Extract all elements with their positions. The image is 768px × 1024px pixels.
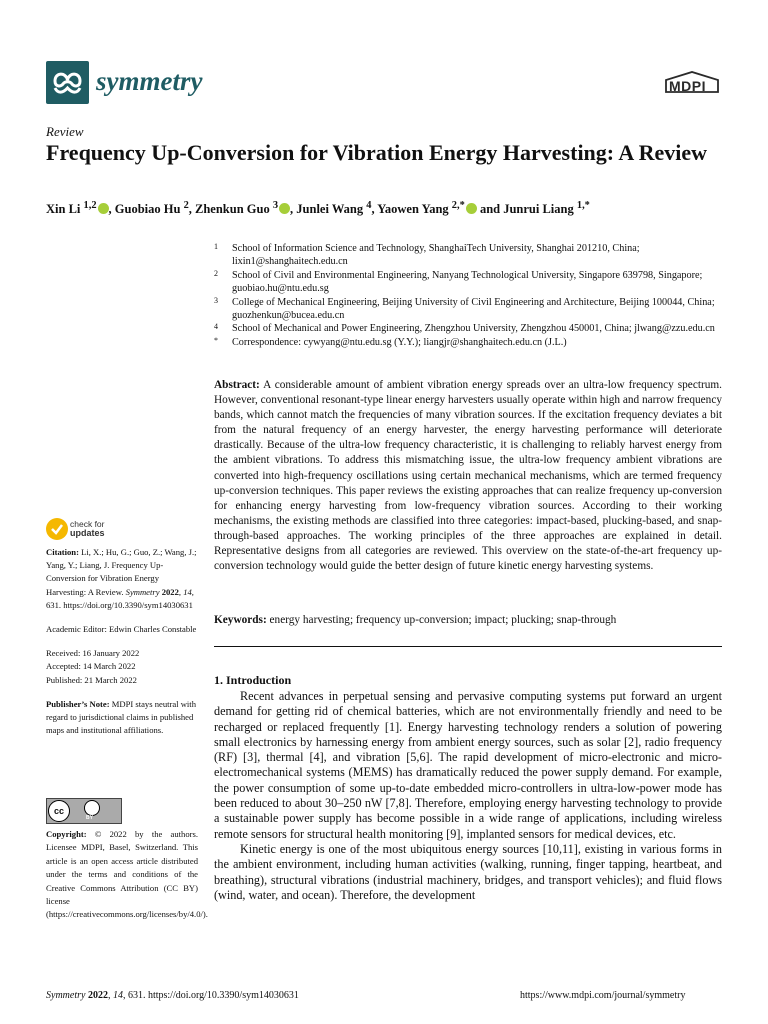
author[interactable]: Junrui Liang $^{1,*}$	[503, 200, 590, 217]
publisher-note: Publisher’s Note: MDPI stays neutral with regard to jurisdictional claims in published maps and institutional affiliations.	[46, 698, 196, 736]
article-title: Frequency Up-Conversion for Vibration Energy Harvesting: A Review	[46, 140, 707, 165]
affiliation-item: 1 School of Information Science and Technology, ShanghaiTech University, Shanghai 201210, China; lixin1@shanghaitech.edu.cn	[214, 242, 640, 268]
journal-logo	[46, 61, 89, 104]
introduction-body	[214, 689, 722, 903]
correspondence: * Correspondence: cywyang@ntu.edu.sg (Y.Y.); liangjr@shanghaitech.edu.cn (J.L.)	[214, 335, 567, 348]
author[interactable]: Yaowen Yang $^{2,*}$	[377, 202, 477, 216]
affiliation-item: 3 College of Mechanical Engineering, Beijing University of Civil Engineering and Architecture, Beijing 100044, China; guozhenkun@bucea.edu.cn	[214, 295, 715, 322]
symmetry-logo-icon	[46, 61, 89, 104]
keywords	[214, 614, 722, 626]
affiliation-item: 2 School of Civil and Environmental Engineering, Nanyang Technological University, Singapore 639798, Singapore; guobiao.hu@ntu.edu.sg	[214, 268, 703, 295]
journal-name: symmetry	[96, 66, 203, 96]
author-list: Xin Li $^{1,2}$ , Guobiao Hu $^2$, Zhenkun Guo $^3$ , Junlei Wang $^4$, Yaowen Yang $^{2,*}$ and Junrui Liang $^{1,*}$	[46, 200, 590, 217]
academic-editor: Academic Editor: Edwin Charles Constable	[46, 624, 197, 635]
updates-label[interactable]: updates	[70, 528, 105, 538]
keywords-text: energy harvesting; frequency up-conversion; impact; plucking; snap-through	[269, 614, 617, 626]
keywords-label: Keywords:	[214, 614, 267, 626]
paragraph: Kinetic energy is one of the most ubiquitous energy sources [10,11], existing in various forms in the ambient environment, including human activities (walking, running, finger tapping, heartbeat, and breathing), structural vibrations (industrial machinery, bridges, and transport vehicles); and fluid flows (wind, water, and ocean). Therefore, the development	[214, 841, 722, 902]
check-for-updates-label[interactable]: check for	[70, 519, 105, 529]
section-heading: 1. Introduction	[214, 673, 292, 687]
footer-journal-url[interactable]: https://www.mdpi.com/journal/symmetry	[520, 990, 686, 1001]
received-date: Received: 16 January 2022	[46, 648, 140, 659]
copyright: Copyright: © 2022 by the authors. Licensee MDPI, Basel, Switzerland. This article is an open access article distributed under the terms and conditions of the Creative Commons Attribution (CC BY) license (https://creativecommons.org/licenses/by/4.0/).	[46, 829, 208, 920]
sidebar-info	[46, 546, 198, 748]
footer-citation: Symmetry 2022, 14, 631. https://doi.org/10.3390/sym14030631	[46, 990, 299, 1001]
paragraph: Recent advances in perpetual sensing and pervasive computing systems put forward an urgent demand for getting rid of chemical batteries, which are not environmentally friendly and need to be recharged or replaced frequently [1]. Energy harvesting technology renders a solution of powering small electronics by harnessing energy from ambient energy sources, such as solar [2], radio frequency (RF) [3], thermal [4], and vibration [5,6]. The rapid development of micro-electronic and micro-electromechanical systems (MEMS) has dramatically reduced the power supply demand. For example, the power consumption of some up-to-date embedded micro-controllers in ultra-low-power mode has been reduced to about 30–250 nW [7,8]. Therefore, employing energy harvesting technology to provide a sustainable power supply has become possible in a wide range of applications, including wireless remote sensors for structural health monitoring [9], implanted sensors for medical devices, etc.	[214, 689, 722, 841]
by-label: BY	[86, 815, 93, 821]
abstract	[214, 378, 722, 574]
affiliation-item: 4 School of Mechanical and Power Engineering, Zhengzhou University, Zhengzhou 450001, China; jlwang@zzu.edu.cn	[214, 322, 715, 335]
abstract-text: A considerable amount of ambient vibration energy spreads over an ultra-low frequency spectrum. However, conventional resonant-type linear energy harvesters usually operate within high and narrow frequency bands, which cannot match the frequencies of many vibration sources. If the excitation frequency deviates a bit from the natural frequency of an energy harvester, the energy harvesting performance will deteriorate drastically. Because of the ultra-low frequency characteristic, it is challenging to reliably harvest energy from the ambient vibrations. To address this mismatching issue, the ultra-low frequency ambient vibrations are converted into high-frequency oscillations using certain mechanical mechanisms, which are termed frequency up-conversion techniques. This paper reviews the existing approaches that can realize frequency up-conversion for enhancing energy harvesting from low-frequency vibration sources. According to their working mechanisms, the existing methods are classified into three categories: impact-based, plucking-based, and snap-through-based approaches. The working principles of the three approaches are explained in detail. Representative designs from all categories are reviewed. This overview on the state-of-the-art frequency up-conversion technology would guide the better design of future kinetic energy harvesting systems.	[214, 379, 722, 573]
accepted-date: Accepted: 14 March 2022	[46, 661, 136, 672]
article-type: Review	[46, 124, 84, 139]
cc-icon: cc	[48, 800, 70, 822]
divider	[214, 646, 722, 647]
attribution-icon	[84, 800, 100, 816]
publisher-name: MDPI	[669, 78, 706, 94]
affiliations	[214, 242, 724, 349]
dates	[46, 647, 198, 687]
orcid-icon[interactable]	[466, 203, 477, 214]
author[interactable]: Guobiao Hu $^2$	[114, 200, 189, 217]
author[interactable]: Xin Li $^{1,2}$	[46, 202, 109, 216]
orcid-icon[interactable]	[98, 203, 109, 214]
author[interactable]: Junlei Wang $^4$	[296, 200, 372, 217]
author[interactable]: Zhenkun Guo $^3$	[195, 202, 290, 216]
check-for-updates-icon[interactable]	[46, 518, 68, 540]
abstract-label: Abstract:	[214, 379, 260, 391]
citation: Citation: Li, X.; Hu, G.; Guo, Z.; Wang, J.; Yang, Y.; Liang, J. Frequency Up-Conversion for Vibration Energy Harvesting: A Review. Symmetry 2022, 14, 631. https://doi.org/10.3390/sym14030631	[46, 547, 197, 610]
orcid-icon[interactable]	[279, 203, 290, 214]
published-date: Published: 21 March 2022	[46, 674, 137, 685]
